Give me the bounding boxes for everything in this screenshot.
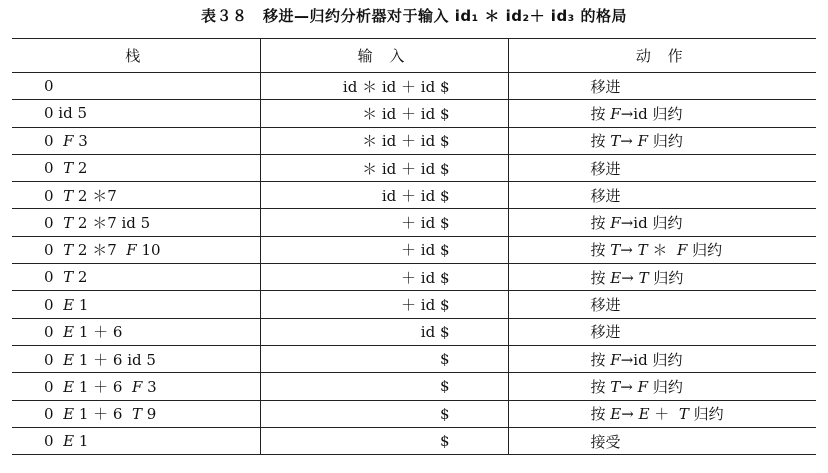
input-cell: id ＋ id $ (260, 182, 508, 209)
stack-cell: 0 T 2 ＊7 (12, 182, 260, 209)
action-cell: 按 F→id 归约 (508, 209, 816, 236)
input-cell: ＋ id $ (260, 291, 508, 318)
action-cell: 按 E→ T 归约 (508, 264, 816, 291)
input-cell: ＋ id $ (260, 209, 508, 236)
input-cell: $ (260, 400, 508, 427)
input-cell: id ＊ id ＋ id $ (260, 73, 508, 100)
table-row (12, 373, 816, 400)
table-row (12, 73, 816, 100)
stack-cell: 0 E 1 ＋ 6 F 3 (12, 373, 260, 400)
stack-cell: 0 T 2 ＊7 id 5 (12, 209, 260, 236)
table-row (12, 182, 816, 209)
table-row (12, 100, 816, 127)
stack-cell: 0 T 2 (12, 154, 260, 181)
table-row (12, 127, 816, 154)
stack-cell: 0 E 1 (12, 291, 260, 318)
input-cell: $ (260, 427, 508, 454)
action-cell: 按 F→id 归约 (508, 100, 816, 127)
table-row (12, 236, 816, 263)
input-cell: ＊ id ＋ id $ (260, 100, 508, 127)
table-body (12, 73, 816, 455)
header-input: 输 入 (260, 39, 508, 73)
stack-cell: 0 id 5 (12, 100, 260, 127)
table-row (12, 318, 816, 345)
header-row (12, 39, 816, 73)
action-cell: 按 E→ E ＋ T 归约 (508, 400, 816, 427)
table-row (12, 427, 816, 454)
action-cell: 移进 (508, 182, 816, 209)
header-action: 动 作 (508, 39, 816, 73)
table-caption: 表３８ 移进—归约分析器对于输入 id₁ ＊ id₂＋ id₃ 的格局 (201, 7, 627, 25)
stack-cell: 0 E 1 ＋ 6 (12, 318, 260, 345)
header-stack: 栈 (12, 39, 260, 73)
action-cell: 移进 (508, 318, 816, 345)
input-cell: $ (260, 345, 508, 372)
table-row (12, 264, 816, 291)
action-cell: 按 T→ F 归约 (508, 127, 816, 154)
action-cell: 移进 (508, 154, 816, 181)
input-cell: ＊ id ＋ id $ (260, 154, 508, 181)
table-row (12, 345, 816, 372)
stack-cell: 0 T 2 (12, 264, 260, 291)
stack-cell: 0 E 1 ＋ 6 id 5 (12, 345, 260, 372)
stack-cell: 0 E 1 (12, 427, 260, 454)
stack-cell: 0 (12, 73, 260, 100)
stack-cell: 0 E 1 ＋ 6 T 9 (12, 400, 260, 427)
stack-cell: 0 F 3 (12, 127, 260, 154)
stack-cell: 0 T 2 ＊7 F 10 (12, 236, 260, 263)
table-row (12, 154, 816, 181)
table-row (12, 400, 816, 427)
action-cell: 按 T→ F 归约 (508, 373, 816, 400)
input-cell: ＊ id ＋ id $ (260, 127, 508, 154)
input-cell: $ (260, 373, 508, 400)
input-cell: ＋ id $ (260, 236, 508, 263)
input-cell: id $ (260, 318, 508, 345)
table-row (12, 209, 816, 236)
action-cell: 移进 (508, 291, 816, 318)
input-cell: ＋ id $ (260, 264, 508, 291)
table-row (12, 291, 816, 318)
action-cell: 移进 (508, 73, 816, 100)
parser-configuration-table (12, 38, 816, 455)
action-cell: 接受 (508, 427, 816, 454)
action-cell: 按 T→ T ＊ F 归约 (508, 236, 816, 263)
action-cell: 按 F→id 归约 (508, 345, 816, 372)
table-header (12, 39, 816, 73)
